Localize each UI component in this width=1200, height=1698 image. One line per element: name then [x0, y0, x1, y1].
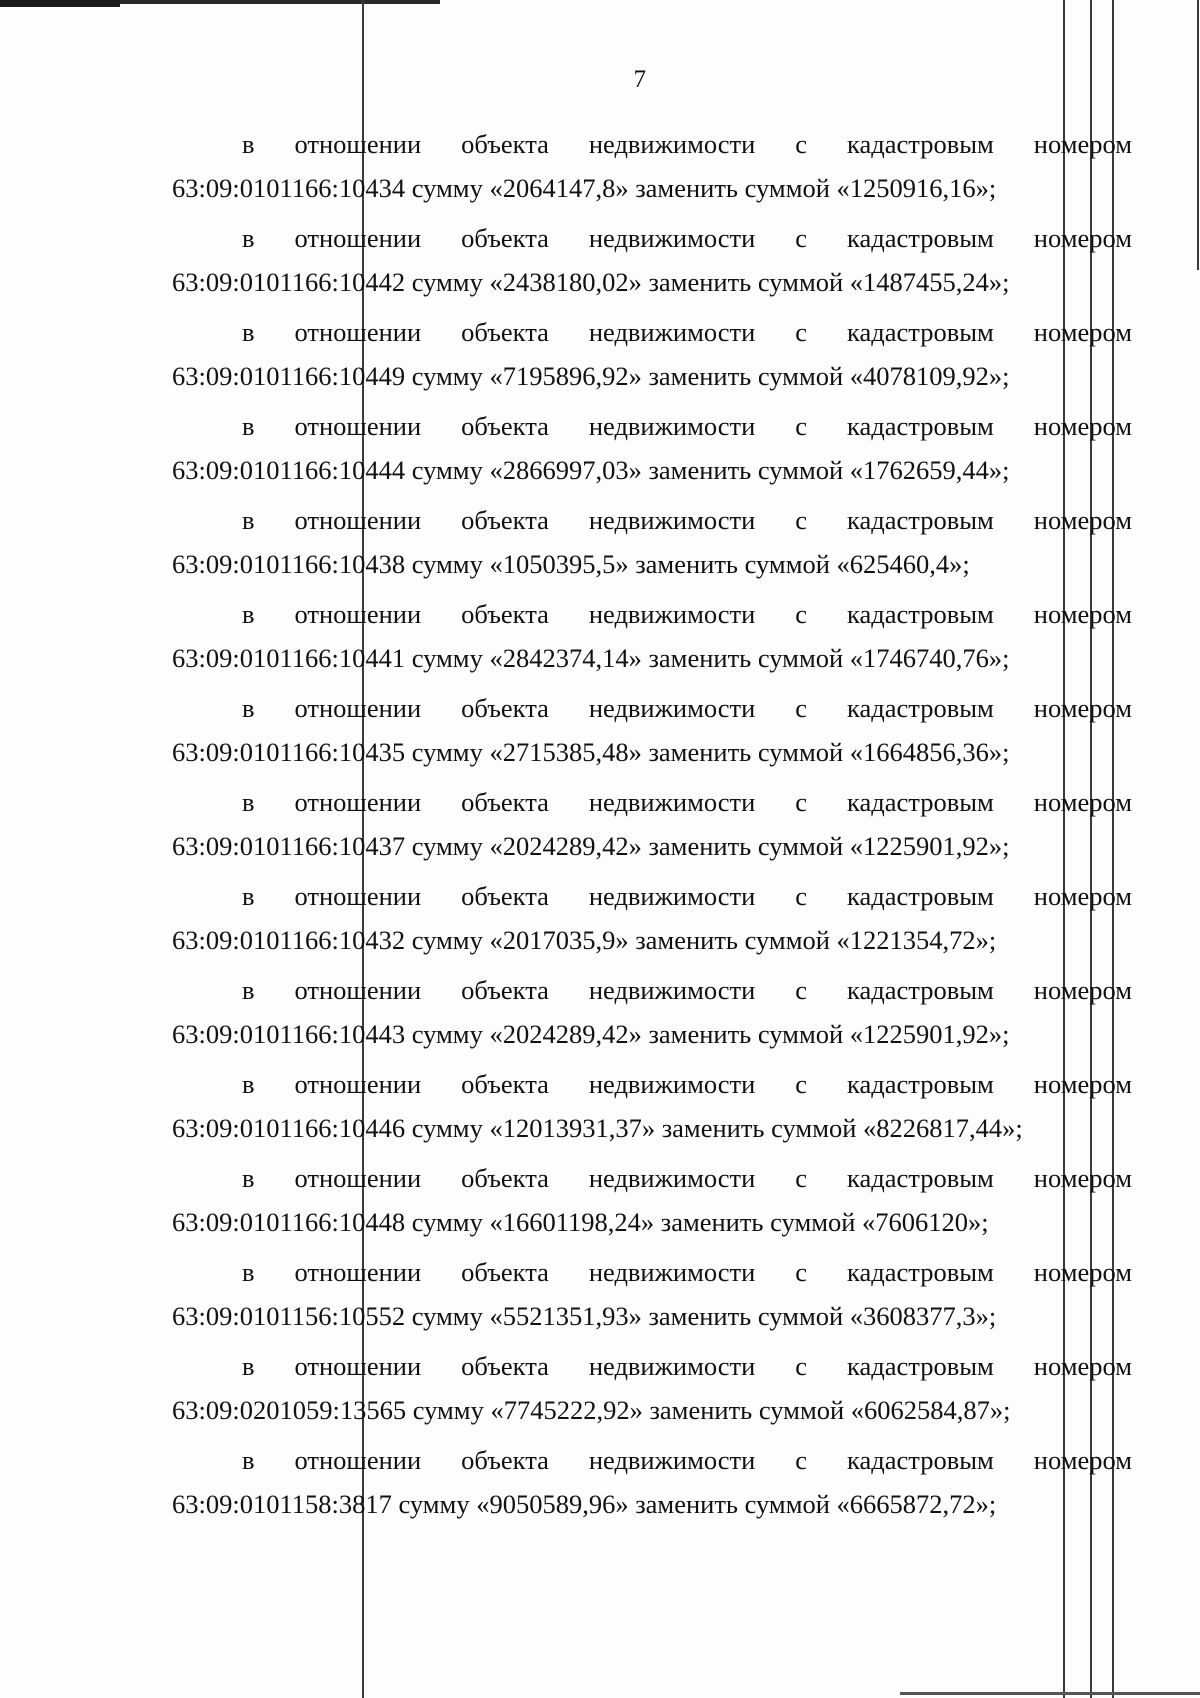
amendment-entry: [172, 866, 1132, 960]
intro-word: в: [242, 223, 255, 253]
intro-word: недвижимости: [588, 223, 756, 253]
intro-word: с: [795, 975, 808, 1005]
entry-intro-line: [242, 1444, 1132, 1476]
intro-word: объекта: [461, 505, 549, 535]
intro-word: номером: [1033, 975, 1132, 1005]
intro-word: кадастровым: [847, 599, 994, 629]
intro-word: номером: [1033, 1445, 1132, 1475]
intro-word: объекта: [461, 317, 549, 347]
intro-word: кадастровым: [847, 881, 994, 911]
intro-word: в: [242, 411, 255, 441]
entry-intro-line: [242, 222, 1132, 254]
entry-intro-line: [242, 128, 1132, 160]
intro-word: отношении: [294, 505, 422, 535]
intro-word: отношении: [294, 223, 422, 253]
intro-word: кадастровым: [847, 1069, 994, 1099]
intro-word: в: [242, 1257, 255, 1287]
intro-word: с: [795, 881, 808, 911]
intro-word: номером: [1033, 693, 1132, 723]
intro-word: с: [795, 411, 808, 441]
entry-intro-line: [242, 410, 1132, 442]
intro-word: объекта: [461, 129, 549, 159]
intro-word: недвижимости: [588, 129, 756, 159]
intro-word: номером: [1033, 599, 1132, 629]
intro-word: с: [795, 1445, 808, 1475]
intro-word: отношении: [294, 881, 422, 911]
intro-word: недвижимости: [588, 1445, 756, 1475]
intro-word: в: [242, 787, 255, 817]
amendment-entry: [172, 1148, 1132, 1242]
entry-intro-line: [242, 1350, 1132, 1382]
intro-word: объекта: [461, 599, 549, 629]
intro-word: номером: [1033, 787, 1132, 817]
entry-detail-line: 63:09:0101166:10446 сумму «12013931,37» заменить суммой «8226817,44»;: [172, 1113, 1023, 1143]
page-number: 7: [633, 66, 647, 93]
intro-word: объекта: [461, 1445, 549, 1475]
intro-word: кадастровым: [847, 1445, 994, 1475]
intro-word: кадастровым: [847, 787, 994, 817]
intro-word: кадастровым: [847, 505, 994, 535]
intro-word: в: [242, 881, 255, 911]
intro-word: кадастровым: [847, 1257, 994, 1287]
intro-word: объекта: [461, 1257, 549, 1287]
intro-word: с: [795, 505, 808, 535]
intro-word: номером: [1033, 881, 1132, 911]
intro-word: номером: [1033, 1351, 1132, 1381]
intro-word: с: [795, 1069, 808, 1099]
intro-word: отношении: [294, 129, 422, 159]
intro-word: объекта: [461, 975, 549, 1005]
intro-word: с: [795, 1257, 808, 1287]
intro-word: в: [242, 1069, 255, 1099]
intro-word: недвижимости: [588, 881, 756, 911]
intro-word: в: [242, 1351, 255, 1381]
entry-intro-line: [242, 316, 1132, 348]
intro-word: кадастровым: [847, 223, 994, 253]
entry-intro-line: [242, 786, 1132, 818]
intro-word: отношении: [294, 599, 422, 629]
intro-word: номером: [1033, 317, 1132, 347]
intro-word: отношении: [294, 787, 422, 817]
intro-word: с: [795, 1163, 808, 1193]
intro-word: в: [242, 129, 255, 159]
entry-detail-line: 63:09:0101166:10449 сумму «7195896,92» заменить суммой «4078109,92»;: [172, 361, 1010, 391]
intro-word: объекта: [461, 1163, 549, 1193]
intro-word: номером: [1033, 411, 1132, 441]
intro-word: недвижимости: [588, 1257, 756, 1287]
intro-word: недвижимости: [588, 693, 756, 723]
entry-detail-line: 63:09:0101166:10437 сумму «2024289,42» заменить суммой «1225901,92»;: [172, 831, 1010, 861]
entry-intro-line: [242, 1162, 1132, 1194]
intro-word: в: [242, 599, 255, 629]
intro-word: отношении: [294, 1257, 422, 1287]
amendment-entry: [172, 302, 1132, 396]
scan-edge-artifact: [0, 0, 120, 7]
intro-word: отношении: [294, 1445, 422, 1475]
intro-word: номером: [1033, 1163, 1132, 1193]
scan-line-artifact: [1197, 0, 1199, 270]
amendment-entry: [172, 1242, 1132, 1336]
intro-word: в: [242, 975, 255, 1005]
intro-word: номером: [1033, 223, 1132, 253]
intro-word: объекта: [461, 881, 549, 911]
intro-word: с: [795, 1351, 808, 1381]
amendment-entry: [172, 1054, 1132, 1148]
intro-word: отношении: [294, 317, 422, 347]
entry-intro-line: [242, 598, 1132, 630]
entry-detail-line: 63:09:0101166:10441 сумму «2842374,14» заменить суммой «1746740,76»;: [172, 643, 1010, 673]
amendment-entry: [172, 114, 1132, 208]
intro-word: отношении: [294, 693, 422, 723]
entry-detail-line: 63:09:0101166:10442 сумму «2438180,02» заменить суммой «1487455,24»;: [172, 267, 1010, 297]
amendment-entry: [172, 396, 1132, 490]
entry-detail-line: 63:09:0201059:13565 сумму «7745222,92» заменить суммой «6062584,87»;: [172, 1395, 1011, 1425]
amendment-entry: [172, 584, 1132, 678]
intro-word: недвижимости: [588, 599, 756, 629]
intro-word: с: [795, 787, 808, 817]
intro-word: объекта: [461, 223, 549, 253]
intro-word: объекта: [461, 787, 549, 817]
intro-word: объекта: [461, 1069, 549, 1099]
entry-detail-line: 63:09:0101166:10432 сумму «2017035,9» заменить суммой «1221354,72»;: [172, 925, 997, 955]
intro-word: недвижимости: [588, 787, 756, 817]
intro-word: кадастровым: [847, 129, 994, 159]
entry-intro-line: [242, 692, 1132, 724]
intro-word: в: [242, 693, 255, 723]
intro-word: с: [795, 599, 808, 629]
intro-word: отношении: [294, 1163, 422, 1193]
intro-word: с: [795, 129, 808, 159]
intro-word: с: [795, 317, 808, 347]
entry-intro-line: [242, 974, 1132, 1006]
entry-detail-line: 63:09:0101166:10444 сумму «2866997,03» заменить суммой «1762659,44»;: [172, 455, 1010, 485]
intro-word: недвижимости: [588, 505, 756, 535]
entry-detail-line: 63:09:0101158:3817 сумму «9050589,96» заменить суммой «6665872,72»;: [172, 1489, 997, 1519]
intro-word: с: [795, 693, 808, 723]
amendment-entry: [172, 208, 1132, 302]
intro-word: номером: [1033, 505, 1132, 535]
entry-intro-line: [242, 504, 1132, 536]
intro-word: в: [242, 1163, 255, 1193]
intro-word: отношении: [294, 411, 422, 441]
intro-word: объекта: [461, 411, 549, 441]
entry-intro-line: [242, 1256, 1132, 1288]
amendment-entry: [172, 490, 1132, 584]
entry-detail-line: 63:09:0101166:10448 сумму «16601198,24» заменить суммой «7606120»;: [172, 1207, 989, 1237]
entry-intro-line: [242, 880, 1132, 912]
intro-word: отношении: [294, 1069, 422, 1099]
intro-word: в: [242, 505, 255, 535]
entry-intro-line: [242, 1068, 1132, 1100]
amendment-entry: [172, 960, 1132, 1054]
intro-word: недвижимости: [588, 411, 756, 441]
intro-word: недвижимости: [588, 1351, 756, 1381]
intro-word: отношении: [294, 1351, 422, 1381]
intro-word: недвижимости: [588, 1163, 756, 1193]
intro-word: в: [242, 317, 255, 347]
intro-word: недвижимости: [588, 975, 756, 1005]
amendment-entry: [172, 678, 1132, 772]
amendment-entry: [172, 1430, 1132, 1524]
intro-word: недвижимости: [588, 1069, 756, 1099]
intro-word: кадастровым: [847, 693, 994, 723]
intro-word: кадастровым: [847, 1163, 994, 1193]
intro-word: отношении: [294, 975, 422, 1005]
scan-edge-artifact: [900, 1692, 1200, 1695]
intro-word: кадастровым: [847, 317, 994, 347]
intro-word: недвижимости: [588, 317, 756, 347]
entry-detail-line: 63:09:0101156:10552 сумму «5521351,93» заменить суммой «3608377,3»;: [172, 1301, 997, 1331]
intro-word: номером: [1033, 129, 1132, 159]
intro-word: кадастровым: [847, 975, 994, 1005]
entry-detail-line: 63:09:0101166:10435 сумму «2715385,48» заменить суммой «1664856,36»;: [172, 737, 1010, 767]
intro-word: в: [242, 1445, 255, 1475]
intro-word: номером: [1033, 1257, 1132, 1287]
entry-detail-line: 63:09:0101166:10443 сумму «2024289,42» заменить суммой «1225901,92»;: [172, 1019, 1010, 1049]
amendment-entry: [172, 772, 1132, 866]
intro-word: объекта: [461, 693, 549, 723]
intro-word: кадастровым: [847, 1351, 994, 1381]
intro-word: объекта: [461, 1351, 549, 1381]
intro-word: кадастровым: [847, 411, 994, 441]
intro-word: номером: [1033, 1069, 1132, 1099]
entry-detail-line: 63:09:0101166:10434 сумму «2064147,8» заменить суммой «1250916,16»;: [172, 173, 997, 203]
entry-detail-line: 63:09:0101166:10438 сумму «1050395,5» заменить суммой «625460,4»;: [172, 549, 970, 579]
intro-word: с: [795, 223, 808, 253]
document-body: [172, 114, 1132, 1524]
amendment-entry: [172, 1336, 1132, 1430]
